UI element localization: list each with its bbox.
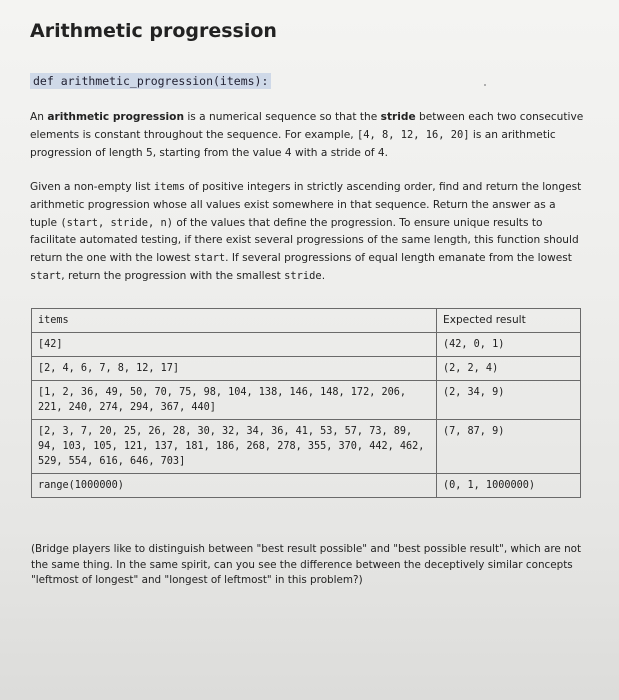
header-items: items xyxy=(32,309,437,333)
photo-speck xyxy=(484,84,486,86)
row-result: (2, 34, 9) xyxy=(437,381,581,420)
para2-text-2: of positive integers in strictly ascending order, find and return the longest arithmetic progression whose all values exist somewhere in that sequence. Return the answer as a tuple xyxy=(30,181,582,229)
row-result: (2, 2, 4) xyxy=(437,357,581,381)
para1-example-code: [4, 8, 12, 16, 20] xyxy=(356,128,470,141)
para2-text-3: of the values that define the progression. To ensure unique results to facilitate automated testing, if there exist several progressions of the same length, this function should return the one with the lowest xyxy=(30,216,579,265)
page-title: Arithmetic progression xyxy=(30,20,277,42)
para2-code-start-2: start xyxy=(30,269,62,282)
para1-text-1: An xyxy=(30,111,48,123)
examples-table xyxy=(31,308,581,498)
row-result: (7, 87, 9) xyxy=(437,420,581,474)
row-result: (42, 0, 1) xyxy=(437,333,581,357)
row-items: [2, 4, 6, 7, 8, 12, 17] xyxy=(32,357,437,381)
para2-text-5: , return the progression with the smallest xyxy=(61,269,285,282)
definition-paragraph xyxy=(30,109,585,162)
row-items: range(1000000) xyxy=(32,474,437,498)
function-signature: def arithmetic_progression(items): xyxy=(30,73,271,89)
para2-code-items: items xyxy=(153,181,186,193)
para1-text-2: is a numerical sequence so that the xyxy=(183,111,381,123)
table-header-row xyxy=(32,309,581,333)
table-row xyxy=(32,420,581,474)
table-row xyxy=(32,357,581,381)
table-row xyxy=(32,333,581,357)
para1-text-3: between each two consecutive elements is constant throughout the sequence. For example, xyxy=(30,111,584,141)
para2-text-6: . xyxy=(321,269,326,282)
row-items: [1, 2, 36, 49, 50, 70, 75, 98, 104, 138, 146, 148, 172, 206, 221, 240, 274, 294, 367, 440] xyxy=(32,381,437,420)
row-result: (0, 1, 1000000) xyxy=(437,474,581,498)
row-items: [2, 3, 7, 20, 25, 26, 28, 30, 32, 34, 36, 41, 53, 57, 73, 89, 94, 103, 105, 121, 137, 181, 186, 268, 278, 355, 370, 442, 462, 529, 554, 616, 646, 703] xyxy=(32,420,437,474)
row-items: [42] xyxy=(32,333,437,357)
para1-text-4: is an arithmetic progression of length 5, starting from the value 4 with a stride of 4. xyxy=(30,128,556,159)
header-expected: Expected result xyxy=(437,309,581,333)
para2-code-stride: stride xyxy=(284,269,322,282)
para2-code-start: start xyxy=(193,252,226,265)
table-row xyxy=(32,474,581,498)
para2-code-tuple: (start, stride, n) xyxy=(60,216,174,229)
para1-bold-stride: stride xyxy=(380,111,416,123)
para1-bold-term: arithmetic progression xyxy=(47,111,184,123)
table-row xyxy=(32,381,581,420)
bridge-note: (Bridge players like to distinguish between "best result possible" and "best possible result", which are not the same thing. In the same spirit, can you see the difference between the deceptively similar concepts "leftmost of longest" and "longest of leftmost" in this problem?) xyxy=(31,543,582,586)
para2-text-1: Given a non-empty list xyxy=(30,181,154,193)
task-paragraph xyxy=(30,179,585,286)
para2-text-4: . If several progressions of equal length emanate from the lowest xyxy=(225,252,572,265)
